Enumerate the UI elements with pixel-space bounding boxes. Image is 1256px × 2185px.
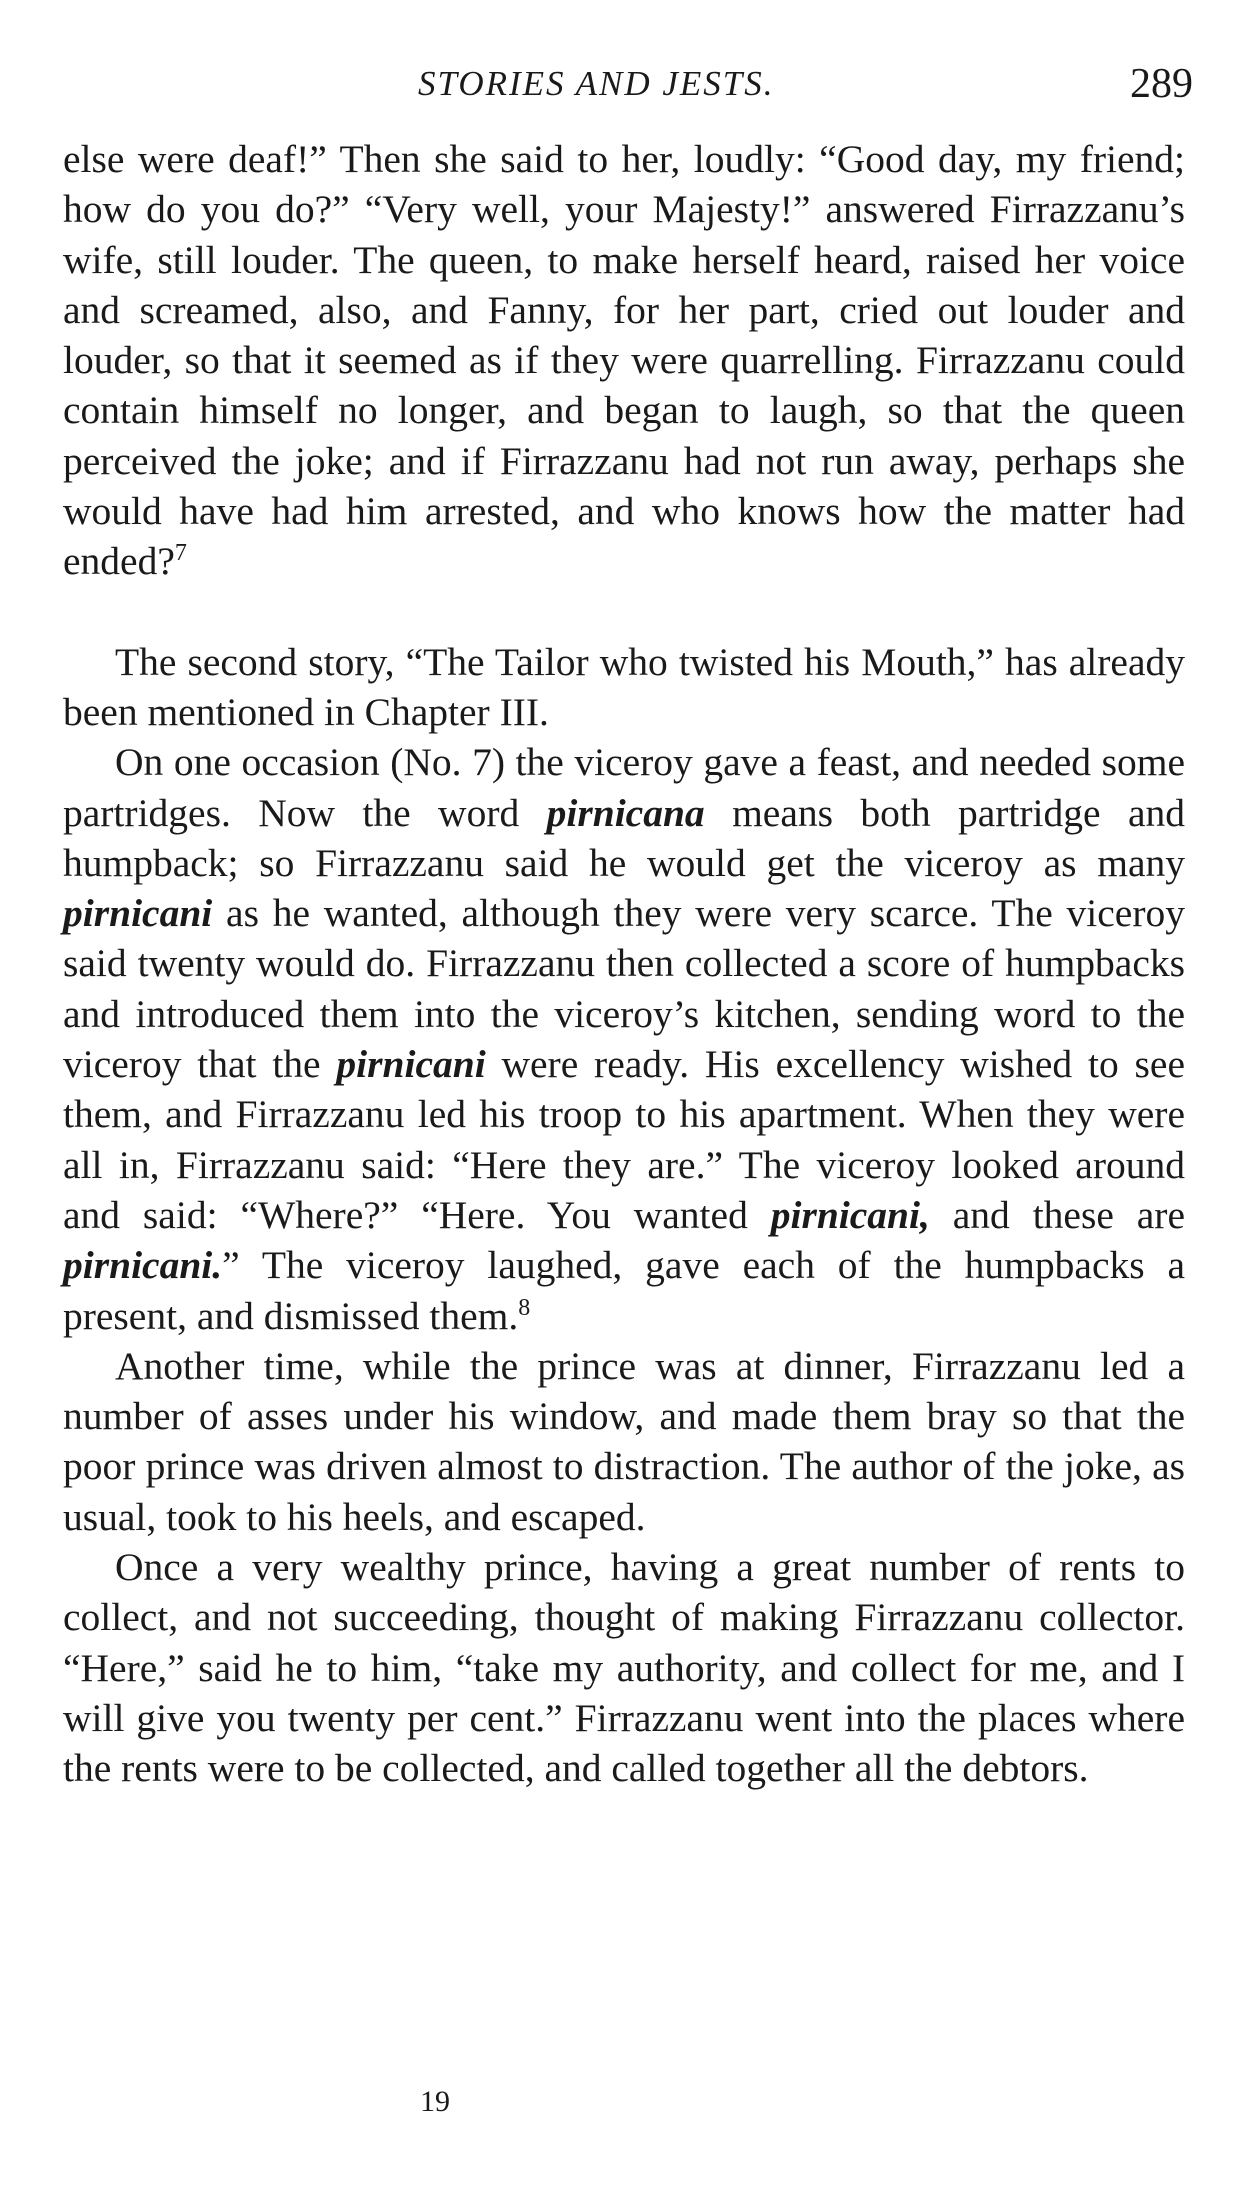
paragraph-collector: [63, 1542, 1185, 1793]
text-run: ” The viceroy laughed, gave each of the humpbacks a present, and dismissed them.: [63, 1243, 1185, 1338]
body-text: [63, 134, 1185, 1794]
signature-mark: 19: [420, 2085, 450, 2118]
paragraph-asses: [63, 1341, 1185, 1542]
running-title: STORIES AND JESTS.: [418, 64, 775, 103]
italic-term: pirnicani.: [63, 1243, 223, 1288]
italic-term: pirnicana: [546, 790, 705, 835]
text-run: Another time, while the prince was at dinner, Firrazzanu led a number of asses under his window, and made them bray so that the poor prince was driven almost to distraction. The author of the joke, as usual, took to his heels, and escaped.: [63, 1343, 1185, 1539]
paragraph-pirnicani: [63, 737, 1185, 1341]
italic-term: pirnicani: [336, 1042, 486, 1087]
italic-term: pirnicani: [63, 891, 213, 936]
text-run: as he wanted, although they were very scarce. The viceroy said twenty would do. Firrazzanu then collected a score of humpbacks and introduced them into the viceroy’s kitchen, sending word to the viceroy that the: [63, 891, 1185, 1087]
text-run: means both partridge and humpback; so Firrazzanu said he would get the viceroy as many: [63, 790, 1185, 885]
text-run: On one occasion (No. 7) the viceroy gave a feast, and needed some partridges. Now the word: [63, 740, 1185, 835]
text-run: The second story, “The Tailor who twisted his Mouth,” has already been mentioned in Chapter III.: [63, 639, 1185, 734]
paragraph-continuation: [63, 134, 1185, 587]
running-head: [0, 61, 1256, 114]
footnote-reference: 8: [518, 1294, 531, 1321]
italic-term: pirnicani,: [770, 1192, 930, 1237]
page-number: 289: [1130, 61, 1193, 107]
text-run: and these are: [929, 1192, 1185, 1237]
footnote-reference: 7: [174, 540, 187, 567]
paragraph-second-story: [63, 637, 1185, 738]
text-run: Once a very wealthy prince, having a great number of rents to collect, and not succeeding, thought of making Firrazzanu collector. “Here,” said he to him, “take my authority, and collect for me, and I will give you twenty per cent.” Firrazzanu went into the places where the rents were to be collected, and called together all the debtors.: [63, 1545, 1185, 1791]
text-run: else were deaf!” Then she said to her, loudly: “Good day, my friend; how do you do?” “Very well, your Majesty!” answered Firrazzanu’s wife, still louder. The queen, to make herself heard, raised her voice and screamed, also, and Fanny, for her part, cried out louder and louder, so that it seemed as if they were quarrelling. Firrazzanu could contain himself no longer, and began to laugh, so that the queen perceived the joke; and if Firrazzanu had not run away, perhaps she would have had him arrested, and who knows how the matter had ended?: [63, 137, 1185, 584]
text-run: were ready. His excellency wished to see them, and Firrazzanu led his troop to his apartment. When they were all in, Firrazzanu said: “Here they are.” The viceroy looked around and said: “Where?” “Here. You wanted: [63, 1042, 1185, 1237]
